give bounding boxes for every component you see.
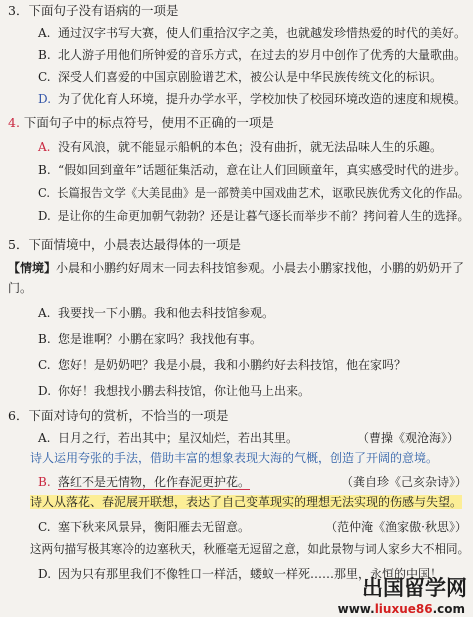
q5-option-c: C. 您好！是奶奶吧？我是小晨，我和小鹏约好去科技馆，他在家吗？ [38, 358, 407, 372]
q5-option-b: B. 您是谁啊？小鹏在家吗？我找他有事。 [38, 332, 263, 346]
q3-option-d: D. 为了优化育人环境，提升办学水平，学校加快了校园环境改造的速度和规模。 [38, 92, 467, 106]
q5-option-a: A. 我要找一下小鹏。我和他去科技馆参观。 [38, 306, 275, 320]
watermark-url: www.liuxue86.com [337, 602, 465, 616]
q4-option-a: A. 没有风浪，就不能显示船帆的本色；没有曲折，就无法品味人生的乐趣。 [38, 140, 443, 154]
q4-option-b: B. “假如回到童年”话题征集活动，意在让人们回顾童年，真实感受时代的进步。 [38, 163, 467, 177]
q3-option-c: C. 深受人们喜爱的中国京剧脸谱艺术，被公认是中华民族传统文化的标识。 [38, 70, 443, 84]
q6-option-c-source: （范仲淹《渔家傲·秋思》） [325, 520, 467, 534]
q6-option-b-analysis: 诗人从落花、春泥展开联想，表达了自己变革现实的理想无法实现的伤感与失望。 [30, 495, 463, 509]
q6-option-a-source: （曹操《观沧海》） [356, 431, 459, 445]
q6-option-a: A. 日月之行，若出其中；星汉灿烂，若出其里。 [38, 431, 299, 445]
q6-option-b-source: （龚自珍《己亥杂诗》） [340, 475, 467, 489]
question-5-title: 5．下面情境中，小晨表达最得体的一项是 [8, 237, 241, 252]
q6-option-c-analysis: 这两句描写极其寒冷的边塞秋天，秋雁毫无逗留之意，如此景物与词人家乡大不相同。 [30, 542, 470, 556]
question-4-title: 4. 下面句子中的标点符号，使用不正确的一项是 [8, 115, 274, 130]
question-6-title: 6．下面对诗句的赏析，不恰当的一项是 [8, 408, 229, 423]
q6-option-c: C. 塞下秋来风景异，衡阳雁去无留意。 [38, 520, 251, 534]
q3-option-a: A. 通过汉字书写大赛，使人们重拾汉字之美，也就越发珍惜热爱的时代的美好。 [38, 26, 467, 40]
watermark-brand: 出国留学网 [362, 576, 467, 600]
q6-option-b: B. 落红不是无情物，化作春泥更护花。 [38, 475, 251, 489]
question-3-title: 3．下面句子没有语病的一项是 [8, 3, 179, 18]
q6-option-d: D. 因为只有那里我们不像牲口一样活，蝼蚁一样死……那里，永恒的中国！ [38, 567, 443, 581]
q5-situation: 【情境】小晨和小鹏约好周末一同去科技馆参观。小晨去小鹏家找他，小鹏的奶奶开了门。 [8, 261, 465, 295]
q4-option-d: D. 是让你的生命更加朝气勃勃？还是让暮气逐长而举步不前？拷问着人生的选择。 [38, 209, 470, 223]
q6-option-a-analysis: 诗人运用夸张的手法，借助丰富的想象表现大海的气概，创造了开阔的意境。 [30, 451, 439, 465]
q4-option-c: C. 长篇报告文学《大美昆曲》是一部赞美中国戏曲艺术，讴歌民族优秀文化的作品。 [38, 186, 470, 200]
q5-option-d: D. 你好！我想找小鹏去科技馆，你让他马上出来。 [38, 384, 311, 398]
q3-option-b: B. 北人游子用他们所钟爱的音乐方式，在过去的岁月中创作了优秀的大量歌曲。 [38, 48, 467, 62]
